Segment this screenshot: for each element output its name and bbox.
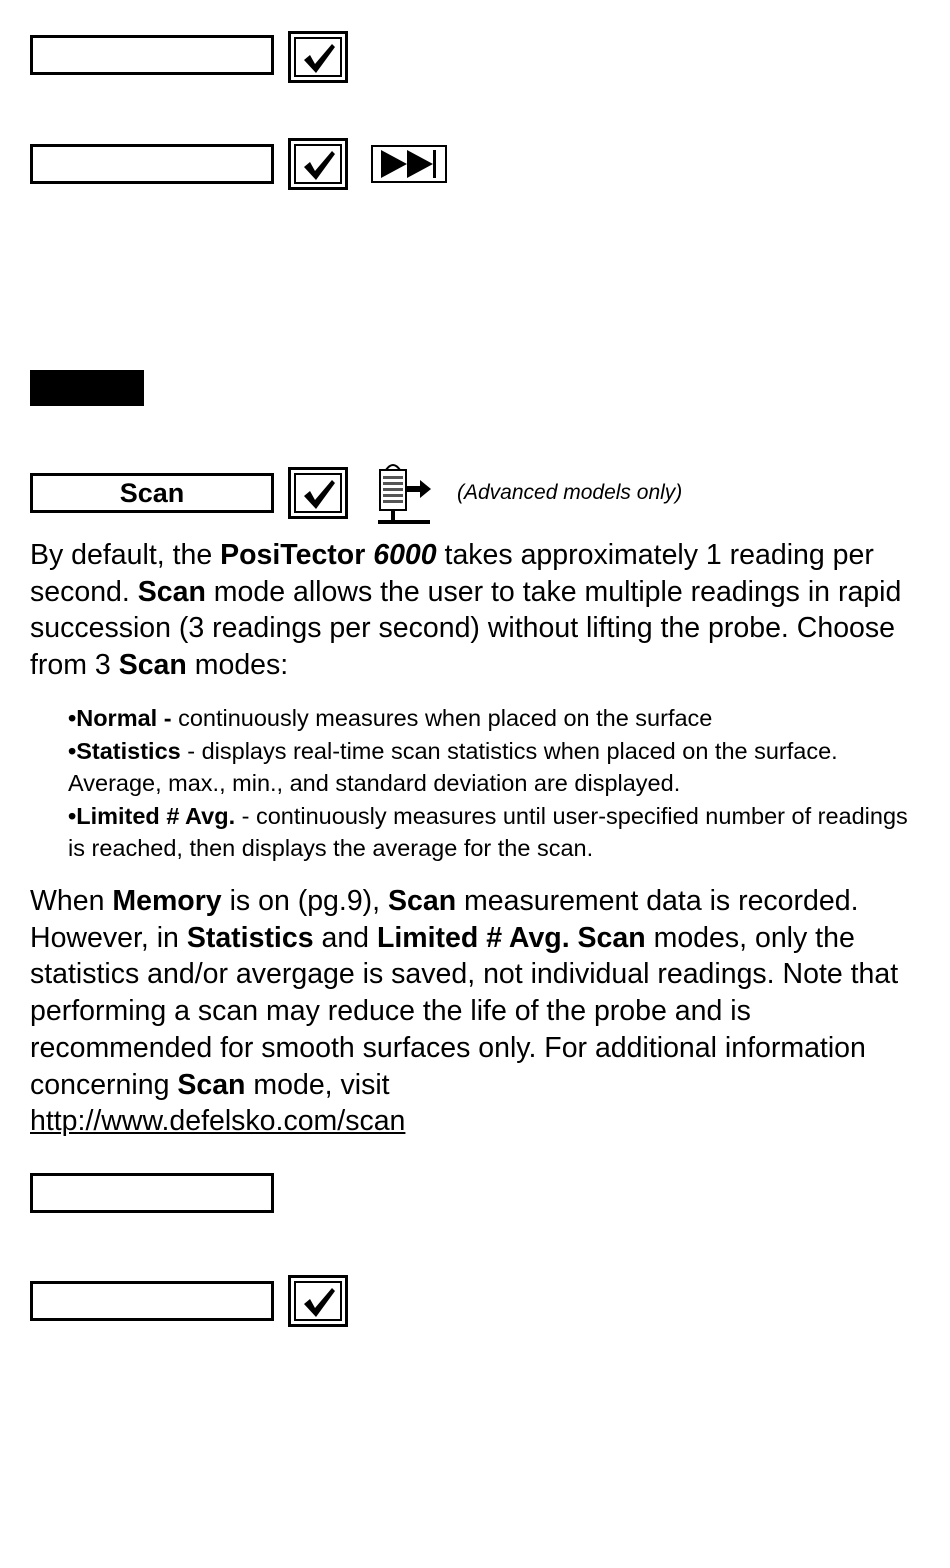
list-item: •Normal - continuously measures when placed on the surface bbox=[68, 705, 713, 731]
scan-info-link[interactable]: http://www.defelsko.com/scan bbox=[30, 1105, 406, 1138]
checkbox-checked-2[interactable] bbox=[288, 138, 348, 190]
list-item: •Limited # Avg. - continuously measures until user-specified number of readings is reached, then displays the average for the scan. bbox=[68, 802, 908, 861]
list-item: •Statistics - displays real-time scan statistics when placed on the surface. Average, max., min., and standard deviation are displayed. bbox=[68, 737, 838, 796]
black-bar bbox=[30, 370, 144, 406]
menu-item-1[interactable] bbox=[30, 35, 274, 75]
checkbox-checked-5[interactable] bbox=[288, 1275, 348, 1327]
scan-probe-icon bbox=[376, 458, 434, 526]
menu-item-4[interactable] bbox=[30, 1173, 274, 1213]
scan-modes-list bbox=[68, 702, 928, 865]
menu-item-scan[interactable]: Scan bbox=[30, 473, 274, 513]
menu-item-2[interactable] bbox=[30, 144, 274, 184]
checkmark-icon bbox=[299, 1284, 339, 1320]
checkmark-icon bbox=[299, 476, 339, 512]
fast-forward-icon[interactable] bbox=[371, 145, 447, 183]
memory-paragraph: When Memory is on (pg.9), Scan measurement data is recorded. However, in Statistics and Limited # Avg. Scan modes, only the statistics and/or avergage is saved, not individual readings. Note that performing a scan may reduce the life of the probe and is recommended for smooth surfaces only. For additional information concerning Scan mode, visit http://www.defelsko.com/scan bbox=[30, 885, 899, 1138]
menu-item-5[interactable] bbox=[30, 1281, 274, 1321]
checkmark-icon bbox=[299, 40, 339, 76]
checkbox-checked-1[interactable] bbox=[288, 31, 348, 83]
checkmark-icon bbox=[299, 147, 339, 183]
checkbox-checked-scan[interactable] bbox=[288, 467, 348, 519]
scan-intro-paragraph: By default, the PosiTector 6000 takes approximately 1 reading per second. Scan mode allows the user to take multiple readings in rapid succession (3 readings per second) without lifting the probe. Choose from 3 Scan modes: bbox=[30, 539, 902, 682]
advanced-models-note: (Advanced models only) bbox=[457, 481, 683, 504]
